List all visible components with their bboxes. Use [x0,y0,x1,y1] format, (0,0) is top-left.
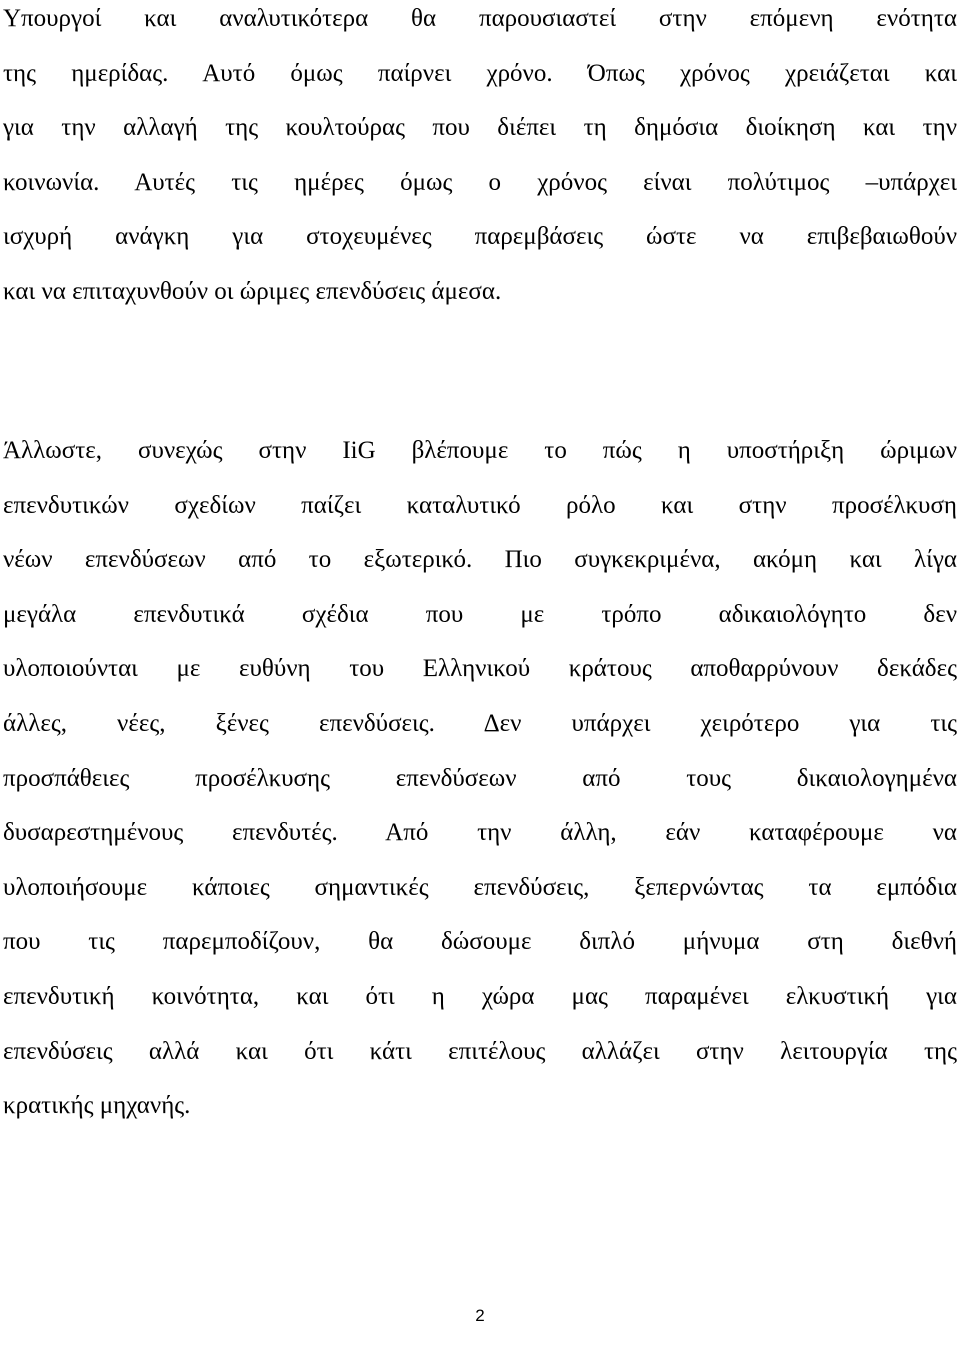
paragraph-line: κρατικής μηχανής. [3,1092,191,1120]
paragraph-line: της ημερίδας. Αυτό όμως παίρνει χρόνο. Όπως χρόνος χρειάζεται και [3,59,957,87]
paragraph-line: κοινωνία. Αυτές τις ημέρες όμως ο χρόνος είναι πολύτιμος –υπάρχει [3,168,957,196]
paragraph-line: ισχυρή ανάγκη για στοχευμένες παρεμβάσεις ώστε να επιβεβαιωθούν [3,223,957,251]
page-number: 2 [475,1306,485,1325]
paragraph-line: επενδυτική κοινότητα, και ότι η χώρα μας παραμένει ελκυστική για [3,982,957,1010]
paragraph-line: νέων επενδύσεων από το εξωτερικό. Πιο συγκεκριμένα, ακόμη και λίγα [3,546,957,574]
paragraph-line: επενδύσεις αλλά και ότι κάτι επιτέλους αλλάζει στην λειτουργία της [3,1037,957,1065]
paragraph-line: προσπάθειες προσέλκυσης επενδύσεων από τους δικαιολογημένα [3,764,957,792]
paragraph-line: για την αλλαγή της κουλτούρας που διέπει τη δημόσια διοίκηση και την [3,114,957,142]
paragraph-line: άλλες, νέες, ξένες επενδύσεις. Δεν υπάρχει χειρότερο για τις [3,709,957,737]
paragraph-line: υλοποιούνται με ευθύνη του Ελληνικού κράτους αποθαρρύνουν δεκάδες [3,655,957,683]
paragraph-line: που τις παρεμποδίζουν, θα δώσουμε διπλό μήνυμα στη διεθνή [3,928,957,956]
paragraph-line: επενδυτικών σχεδίων παίζει καταλυτικό ρόλο και στην προσέλκυση [3,491,957,519]
paragraph-line: και να επιταχυνθούν οι ώριμες επενδύσεις άμεσα. [3,277,502,305]
paragraph-2 [3,424,957,1134]
paragraph-line: υλοποιήσουμε κάποιες σημαντικές επενδύσεις, ξεπερνώντας τα εμπόδια [3,873,957,901]
paragraph-line: δυσαρεστημένους επενδυτές. Από την άλλη, εάν καταφέρουμε να [3,819,957,847]
paragraph-line: Άλλωστε, συνεχώς στην IiG βλέπουμε το πώς η υποστήριξη ώριμων [3,437,957,464]
paragraph-line: Υπουργοί και αναλυτικότερα θα παρουσιαστεί στην επόμενη ενότητα [3,5,957,32]
paragraph-line: μεγάλα επενδυτικά σχέδια που με τρόπο αδικαιολόγητο δεν [3,600,957,628]
paragraph-1 [3,0,957,320]
